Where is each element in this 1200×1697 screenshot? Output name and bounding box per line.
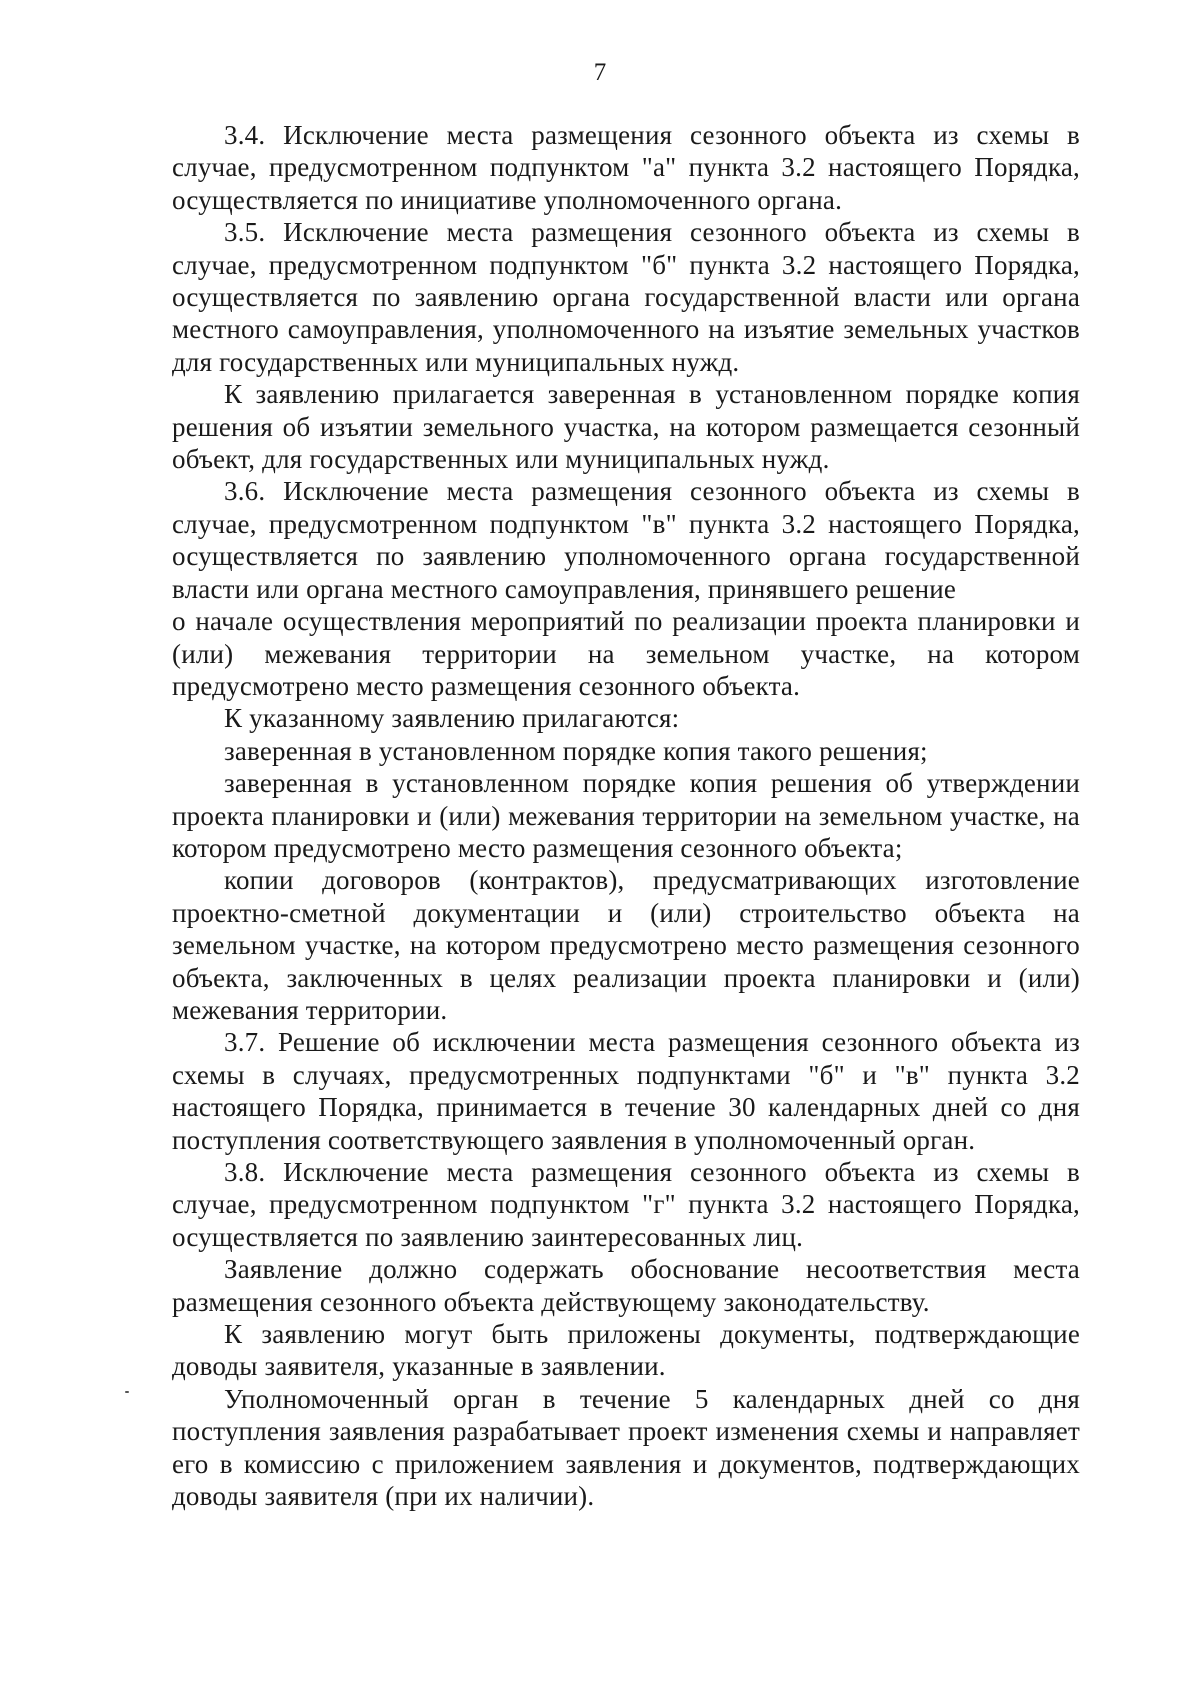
paragraph-3-5: 3.5. Исключение места размещения сезонного объекта из схемы в случае, предусмотренном подпунктом "б" пункта 3.2 настоящего Порядка, осуществляется по заявлению органа государственной власти или органа местного самоуправления, уполномоченного на изъятие земельных участков для государственных или муниципальных нужд. bbox=[172, 217, 1080, 377]
attachment-item-contracts: копии договоров (контрактов), предусматривающих изготовление проектно-сметной документации и (или) строительство объекта на земельном участке, на котором предусмотрено место размещения сезонного объекта, заключенных в целях реализации проекта планировки и (или) межевания территории. bbox=[172, 865, 1080, 1025]
paragraph-3-4: 3.4. Исключение места размещения сезонного объекта из схемы в случае, предусмотренном подпунктом "а" пункта 3.2 настоящего Порядка, осуществляется по инициативе уполномоченного органа. bbox=[172, 120, 1080, 215]
attachment-item-decision-copy: заверенная в установленном порядке копия такого решения; bbox=[224, 735, 928, 766]
paragraph-3-6-continuation: о начале осуществления мероприятий по реализации проекта планировки и (или) межевания территории на земельном участке, на котором предусмотрено место размещения сезонного объекта. bbox=[172, 606, 1080, 701]
paragraph-3-8-attachments: К заявлению могут быть приложены документы, подтверждающие доводы заявителя, указанные в заявлении. bbox=[172, 1319, 1080, 1382]
paragraph-3-6-attachments-intro: К указанному заявлению прилагаются: bbox=[224, 703, 680, 734]
paragraph-3-6: 3.6. Исключение места размещения сезонного объекта из схемы в случае, предусмотренном подпунктом "в" пункта 3.2 настоящего Порядка, осуществляется по заявлению уполномоченного органа государственной власти или органа местного самоуправления, принявшего решение bbox=[172, 476, 1080, 604]
paragraph-3-8: 3.8. Исключение места размещения сезонного объекта из схемы в случае, предусмотренном подпунктом "г" пункта 3.2 настоящего Порядка, осуществляется по заявлению заинтересованных лиц. bbox=[172, 1157, 1080, 1252]
paragraph-3-7: 3.7. Решение об исключении места размещения сезонного объекта из схемы в случаях, предусмотренных подпунктами "б" и "в" пункта 3.2 настоящего Порядка, принимается в течение 30 календарных дней со дня поступления соответствующего заявления в уполномоченный орган. bbox=[172, 1027, 1080, 1155]
paragraph-3-8-statement-content: Заявление должно содержать обоснование несоответствия места размещения сезонного объекта действующему законодательству. bbox=[172, 1254, 1080, 1317]
scan-speck bbox=[125, 1391, 129, 1393]
paragraph-3-5-attachment: К заявлению прилагается заверенная в установленном порядке копия решения об изъятии земельного участка, на котором размещается сезонный объект, для государственных или муниципальных нужд. bbox=[172, 379, 1080, 475]
attachment-item-project-approval: заверенная в установленном порядке копия решения об утверждении проекта планировки и (или) межевания территории на земельном участке, на котором предусмотрено место размещения сезонного объекта; bbox=[172, 768, 1080, 863]
paragraph-3-8-procedure: Уполномоченный орган в течение 5 календарных дней со дня поступления заявления разрабатывает проект изменения схемы и направляет его в комиссию с приложением заявления и документов, подтверждающих доводы заявителя (при их наличии). bbox=[172, 1383, 1080, 1512]
document-body bbox=[172, 119, 1080, 1512]
page-number: 7 bbox=[593, 59, 607, 86]
